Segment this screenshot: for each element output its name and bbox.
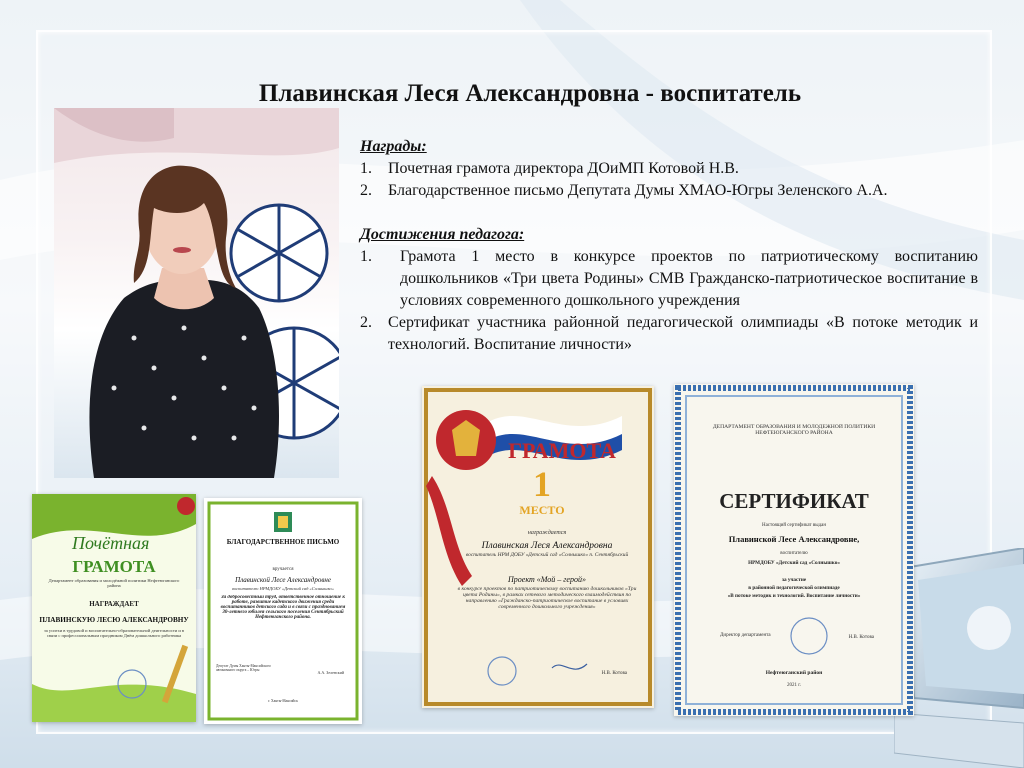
svg-text:вручается: вручается <box>272 567 294 572</box>
participation-certificate-image: ДЕПАРТАМЕНТ ОБРАЗОВАНИЯ И МОЛОДЁЖНОЙ ПОЛИТИКИ НЕФТЕЮГАНСКОГО РАЙОНА СЕРТИФИКАТ Настоящий сертификат выдан Плавинской Лесе Александровне, воспитателю НРМДОБУ «Детский сад «Солнышко» за участие в районной педагогической олимпиаде «В потоке методик и технологий. Воспитание личности» Директор департамента Н.В. Котова Нефтеюганский район 2021 г. <box>674 384 914 716</box>
svg-text:СЕРТИФИКАТ: СЕРТИФИКАТ <box>719 489 869 513</box>
coat-of-arms-icon <box>436 410 496 470</box>
achievements-list <box>360 246 978 356</box>
svg-text:Директор департамента: Директор департамента <box>720 633 771 638</box>
svg-text:«В потоке методик и технологий: «В потоке методик и технологий. Воспитание личности» <box>727 593 861 599</box>
achievements-heading: Достижения педагога: <box>360 226 525 243</box>
svg-text:ПЛАВИНСКУЮ ЛЕСЮ АЛЕКСАНДРОВНУ: ПЛАВИНСКУЮ ЛЕСЮ АЛЕКСАНДРОВНУ <box>39 616 189 624</box>
svg-text:Плавинской Лесе Александровне,: Плавинской Лесе Александровне, <box>728 534 860 544</box>
svg-text:НАГРАЖДАЕТ: НАГРАЖДАЕТ <box>89 600 139 608</box>
svg-text:Плавинская Леся Александровна: Плавинская Леся Александровна <box>481 541 613 551</box>
svg-text:Настоящий сертификат выдан: Настоящий сертификат выдан <box>761 523 827 528</box>
svg-text:1: 1 <box>533 464 551 504</box>
svg-text:в районной педагогической олим: в районной педагогической олимпиаде <box>748 585 840 591</box>
honor-certificate-image: Почётная ГРАМОТА Департамент образования и молодёжной политики Нефтеюганского района НАГРАЖДАЕТ ПЛАВИНСКУЮ ЛЕСЮ АЛЕКСАНДРОВНУ за успехи в трудовой и воспитательно-образовательной деятельности и в связи с профессиональным праздником Днём дошкольного работника <box>32 494 196 722</box>
first-place-certificate-image: ГРАМОТА 1 МЕСТО награждается Плавинская Леся Александровна воспитатель НРМ ДОБУ «Детский сад «Солнышко» п. Сентябрьский Проект «Мой – герой» в конкурсе проектов по патриотическому воспитанию дошкольников «Три цвета Родины», в рамках сетевого методического взаимодействия по направлению «Гражданско-патриотическое воспитание в условиях современного дошкольного учреждения» Н.В. Котова <box>422 386 654 708</box>
svg-text:ГРАМОТА: ГРАМОТА <box>72 557 156 576</box>
svg-text:ГРАМОТА: ГРАМОТА <box>508 438 616 463</box>
svg-text:Н.В. Котова: Н.В. Котова <box>848 635 874 640</box>
svg-text:А.А. Зеленский: А.А. Зеленский <box>317 670 344 675</box>
emblem-icon <box>177 497 195 515</box>
list-item: 2. Сертификат участника районной педагогической олимпиады «В потоке методик и технологий. Воспитание личности» <box>360 314 978 353</box>
svg-text:2021 г.: 2021 г. <box>787 683 801 688</box>
svg-text:г. Ханты-Мансийск: г. Ханты-Мансийск <box>268 699 298 703</box>
text-content <box>360 136 978 356</box>
awards-heading: Награды: <box>360 138 427 155</box>
teacher-photo <box>54 108 339 478</box>
list-item: 2. Благодарственное письмо Депутата Думы ХМАО-Югры Зеленского А.А. <box>360 182 888 199</box>
svg-text:НРМДОБУ «Детский сад «Солнышко: НРМДОБУ «Детский сад «Солнышко» <box>748 560 840 566</box>
svg-text:за участие: за участие <box>781 577 807 583</box>
awards-list <box>360 158 978 202</box>
svg-text:воспитателю НРМДОБУ «Детский с: воспитателю НРМДОБУ «Детский сад «Солнышко» <box>231 586 335 591</box>
svg-text:Плавинской Лесе Александровне: Плавинской Лесе Александровне <box>235 576 331 584</box>
svg-text:Нефтеюганский район: Нефтеюганский район <box>765 670 823 676</box>
svg-text:Н.В. Котова: Н.В. Котова <box>601 671 627 676</box>
svg-text:МЕСТО: МЕСТО <box>519 503 565 517</box>
page-title: Плавинская Леся Александровна - воспитатель <box>258 80 802 107</box>
svg-text:награждается: награждается <box>527 530 567 536</box>
coat-of-arms-icon <box>274 512 292 532</box>
svg-text:Проект «Мой – герой»: Проект «Мой – герой» <box>508 575 586 584</box>
list-item: 1. Почетная грамота директора ДОиМП Котовой Н.В. <box>360 160 739 177</box>
svg-text:воспитателю: воспитателю <box>780 551 808 556</box>
svg-text:Почётная: Почётная <box>72 533 150 553</box>
thank-you-letter-image: БЛАГОДАРСТВЕННОЕ ПИСЬМО вручается Плавинской Лесе Александровне воспитателю НРМДОБУ «Детский сад «Солнышко» За добросовестный труд, ответственное отношение к работе, развитие кадетского движения среди воспитанников детского сада и в связи с празднованием 30-летнего юбилея сельского поселения Сентябрьский Нефтеюганского района. Депутат Думы Ханты-Мансийского автономного округа – Югры А.А. Зеленский г. Ханты-Мансийск <box>204 498 362 724</box>
list-item: 1. Грамота 1 место в конкурсе проектов по патриотическому воспитанию дошкольников «Три цвета Родины» СМВ Гражданско-патриотическое воспитание в условиях современного дошкольного учреждения <box>360 248 978 309</box>
